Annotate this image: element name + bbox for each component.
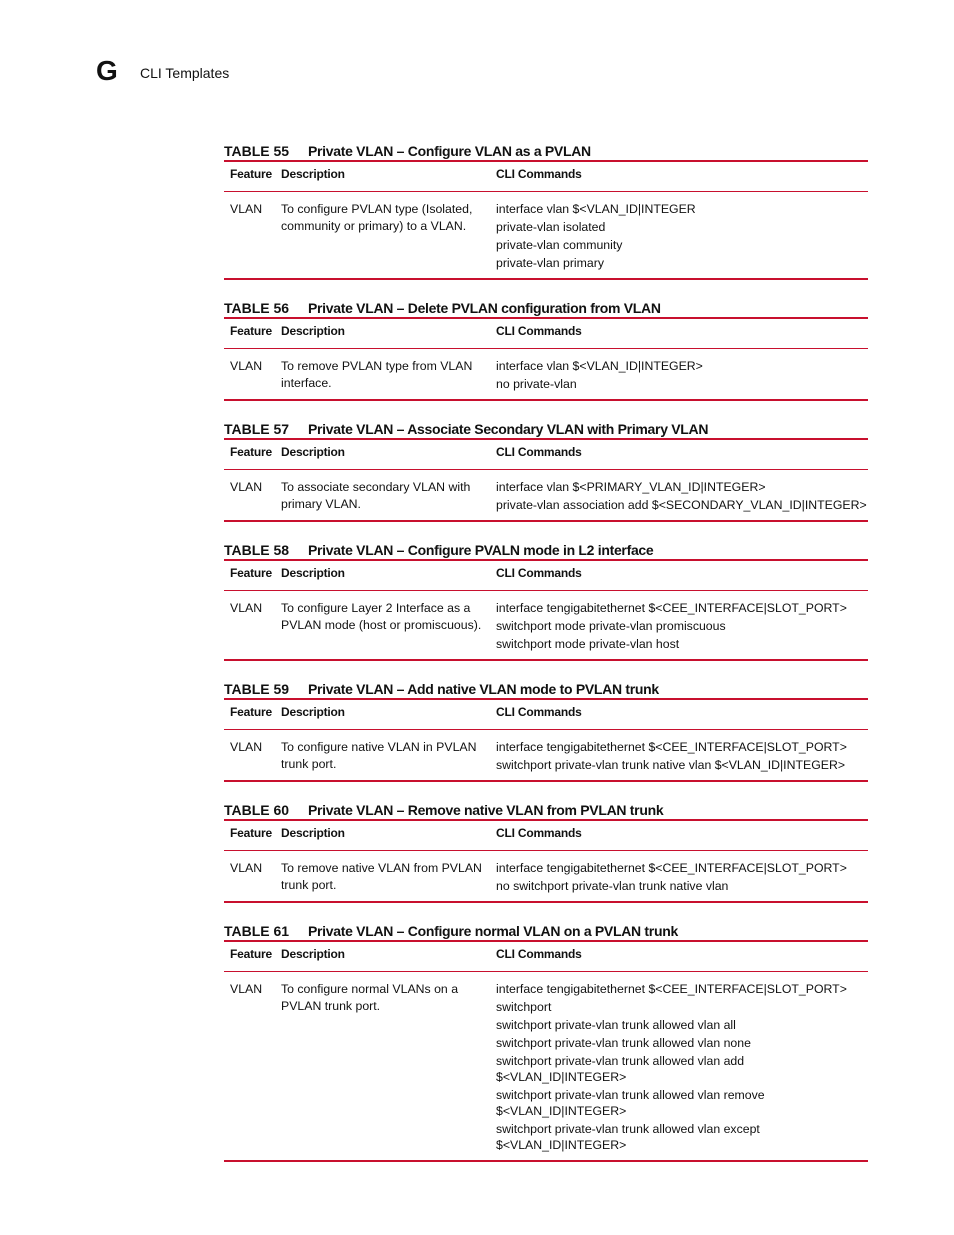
table-caption	[224, 675, 868, 698]
table-number: TABLE 56	[224, 300, 290, 316]
table-number: TABLE 59	[224, 681, 290, 697]
table-block	[224, 137, 868, 280]
feature-cell: VLAN	[230, 480, 263, 494]
table-caption	[224, 536, 868, 559]
header-description: Description	[281, 826, 345, 840]
cli-command-line: switchport private-vlan trunk allowed vlan all	[496, 1018, 736, 1032]
table-block	[224, 796, 868, 903]
table-row	[224, 972, 868, 1160]
table-header-row	[224, 942, 868, 972]
running-title: CLI Templates	[140, 65, 230, 81]
description-cell: To configure PVLAN type (Isolated, community or primary) to a VLAN.	[281, 202, 473, 233]
commands-cell	[496, 600, 868, 652]
cli-command-line: switchport private-vlan trunk native vlan $<VLAN_ID|INTEGER>	[496, 758, 846, 772]
header-cli-commands: CLI Commands	[496, 167, 582, 181]
data-table	[224, 819, 868, 903]
table-block	[224, 294, 868, 401]
header-description: Description	[281, 705, 345, 719]
cli-command-line: switchport private-vlan trunk allowed vlan add $<VLAN_ID|INTEGER>	[496, 1054, 745, 1084]
feature-cell: VLAN	[230, 861, 263, 875]
description-cell: To configure Layer 2 Interface as a PVLAN mode (host or promiscuous).	[281, 601, 482, 632]
header-feature: Feature	[230, 324, 272, 338]
table-title: Private VLAN – Configure normal VLAN on a PVLAN trunk	[308, 923, 678, 939]
header-cli-commands: CLI Commands	[496, 947, 582, 961]
header-cli-commands: CLI Commands	[496, 566, 582, 580]
table-row	[224, 470, 868, 520]
feature-cell: VLAN	[230, 202, 263, 216]
table-title: Private VLAN – Configure PVALN mode in L2 interface	[308, 542, 654, 558]
tables-container	[224, 137, 868, 1176]
table-title: Private VLAN – Delete PVLAN configuration from VLAN	[308, 300, 661, 316]
cli-command-line: no private-vlan	[496, 377, 577, 391]
header-description: Description	[281, 324, 345, 338]
cli-command-line: switchport private-vlan trunk allowed vlan none	[496, 1036, 751, 1050]
header-feature: Feature	[230, 705, 272, 719]
table-caption	[224, 137, 868, 160]
commands-cell	[496, 358, 868, 392]
feature-cell: VLAN	[230, 982, 263, 996]
table-block	[224, 675, 868, 782]
table-number: TABLE 58	[224, 542, 290, 558]
data-table	[224, 317, 868, 401]
header-cli-commands: CLI Commands	[496, 324, 582, 338]
data-table	[224, 559, 868, 661]
table-number: TABLE 57	[224, 421, 290, 437]
header-feature: Feature	[230, 445, 272, 459]
table-row	[224, 192, 868, 278]
cli-command-line: switchport	[496, 1000, 552, 1014]
table-caption	[224, 294, 868, 317]
commands-cell	[496, 981, 868, 1153]
table-number: TABLE 61	[224, 923, 290, 939]
cli-command-line: private-vlan association add $<SECONDARY_VLAN_ID|INTEGER>	[496, 498, 867, 512]
data-table	[224, 698, 868, 782]
table-row	[224, 730, 868, 780]
feature-cell: VLAN	[230, 740, 263, 754]
table-header-row	[224, 162, 868, 192]
cli-command-line: switchport mode private-vlan promiscuous	[496, 619, 726, 633]
table-header-row	[224, 319, 868, 349]
cli-command-line: interface tengigabitethernet $<CEE_INTERFACE|SLOT_PORT>	[496, 601, 847, 615]
description-cell: To remove native VLAN from PVLAN trunk port.	[281, 861, 482, 892]
header-feature: Feature	[230, 566, 272, 580]
description-cell: To associate secondary VLAN with primary VLAN.	[281, 480, 471, 511]
header-feature: Feature	[230, 167, 272, 181]
cli-command-line: private-vlan community	[496, 238, 623, 252]
description-cell: To configure normal VLANs on a PVLAN trunk port.	[281, 982, 459, 1013]
cli-command-line: interface tengigabitethernet $<CEE_INTERFACE|SLOT_PORT>	[496, 861, 847, 875]
table-block	[224, 536, 868, 661]
cli-command-line: interface vlan $<VLAN_ID|INTEGER	[496, 202, 696, 216]
appendix-letter: G	[96, 55, 118, 86]
description-cell: To configure native VLAN in PVLAN trunk port.	[281, 740, 477, 771]
commands-cell	[496, 201, 868, 271]
cli-command-line: interface tengigabitethernet $<CEE_INTERFACE|SLOT_PORT>	[496, 982, 847, 996]
cli-command-line: switchport private-vlan trunk allowed vlan remove $<VLAN_ID|INTEGER>	[496, 1088, 765, 1118]
header-description: Description	[281, 167, 345, 181]
cli-command-line: interface tengigabitethernet $<CEE_INTERFACE|SLOT_PORT>	[496, 740, 847, 754]
table-header-row	[224, 440, 868, 470]
header-description: Description	[281, 947, 345, 961]
cli-command-line: private-vlan isolated	[496, 220, 606, 234]
table-number: TABLE 60	[224, 802, 290, 818]
feature-cell: VLAN	[230, 359, 263, 373]
table-block	[224, 415, 868, 522]
header-feature: Feature	[230, 947, 272, 961]
table-caption	[224, 415, 868, 438]
table-caption	[224, 796, 868, 819]
header-feature: Feature	[230, 826, 272, 840]
description-cell: To remove PVLAN type from VLAN interface.	[281, 359, 473, 390]
cli-command-line: no switchport private-vlan trunk native vlan	[496, 879, 729, 893]
table-block	[224, 917, 868, 1162]
table-title: Private VLAN – Remove native VLAN from PVLAN trunk	[308, 802, 664, 818]
cli-command-line: interface vlan $<VLAN_ID|INTEGER>	[496, 359, 703, 373]
header-cli-commands: CLI Commands	[496, 445, 582, 459]
cli-command-line: interface vlan $<PRIMARY_VLAN_ID|INTEGER>	[496, 480, 766, 494]
commands-cell	[496, 479, 868, 513]
table-row	[224, 349, 868, 399]
header-description: Description	[281, 445, 345, 459]
table-title: Private VLAN – Configure VLAN as a PVLAN	[308, 143, 591, 159]
commands-cell	[496, 860, 868, 894]
commands-cell	[496, 739, 868, 773]
table-caption	[224, 917, 868, 940]
header-description: Description	[281, 566, 345, 580]
table-title: Private VLAN – Add native VLAN mode to PVLAN trunk	[308, 681, 659, 697]
data-table	[224, 438, 868, 522]
table-row	[224, 851, 868, 901]
data-table	[224, 940, 868, 1162]
cli-command-line: private-vlan primary	[496, 256, 604, 270]
table-number: TABLE 55	[224, 143, 290, 159]
table-row	[224, 591, 868, 659]
table-title: Private VLAN – Associate Secondary VLAN with Primary VLAN	[308, 421, 709, 437]
cli-command-line: switchport private-vlan trunk allowed vlan except $<VLAN_ID|INTEGER>	[496, 1122, 760, 1152]
header-cli-commands: CLI Commands	[496, 705, 582, 719]
header-cli-commands: CLI Commands	[496, 826, 582, 840]
feature-cell: VLAN	[230, 601, 263, 615]
table-header-row	[224, 700, 868, 730]
data-table	[224, 160, 868, 280]
table-header-row	[224, 561, 868, 591]
table-header-row	[224, 821, 868, 851]
cli-command-line: switchport mode private-vlan host	[496, 637, 680, 651]
